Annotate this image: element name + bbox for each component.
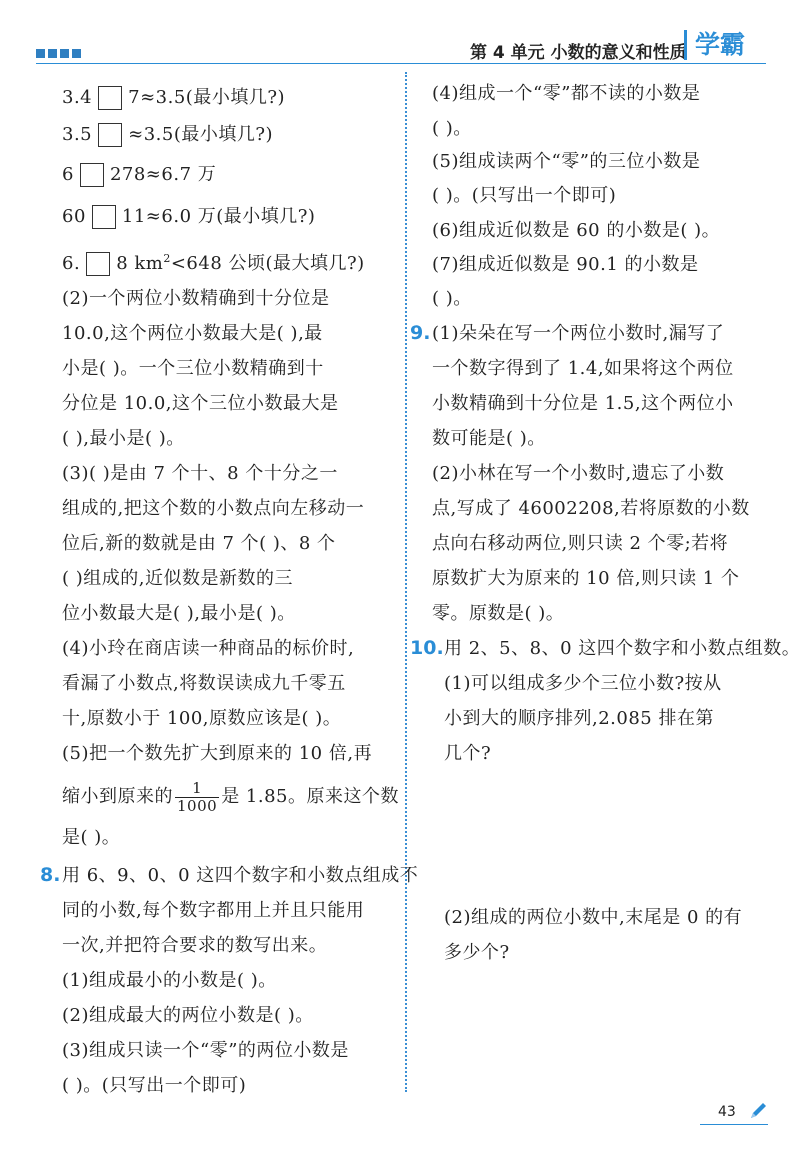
answer-box[interactable] <box>80 163 104 187</box>
question-text: ( )。(只写出一个即可) <box>432 185 617 206</box>
header-rule <box>36 63 766 64</box>
question-text: 10.0,这个两位小数最大是( ),最 <box>62 323 323 344</box>
fraction-line: 缩小到原来的 $\frac{1}{1000}$ 是 1.85。原来这个数 <box>62 778 399 815</box>
pencil-icon <box>747 1100 769 1122</box>
page-header <box>0 0 800 70</box>
question-text: (6)组成近似数是 60 的小数是( )。 <box>432 220 721 241</box>
question-text: (2)组成的两位小数中,末尾是 0 的有 <box>444 907 743 928</box>
fraction: $\frac{1}{1000}$ <box>177 778 218 815</box>
question-text: ( )。(只写出一个即可) <box>62 1075 247 1096</box>
question-text: 一次,并把符合要求的数写出来。 <box>62 935 328 956</box>
unit-title: 第 4 单元 小数的意义和性质 <box>470 43 687 63</box>
question-text: 小是( )。一个三位小数精确到十 <box>62 358 324 379</box>
question-text: (7)组成近似数是 90.1 的小数是 <box>432 254 699 275</box>
page-number: 43 <box>718 1104 736 1120</box>
fill-box-line-4: 60 11≈6.0 万(最小填几?) <box>62 206 316 227</box>
question-text: (5)组成读两个“零”的三位小数是 <box>432 151 701 172</box>
question-text: 十,原数小于 100,原数应该是( )。 <box>62 708 342 729</box>
answer-box[interactable] <box>98 86 122 110</box>
question-text: 用 6、9、0、0 这四个数字和小数点组成不 <box>62 865 419 886</box>
answer-box[interactable] <box>86 252 110 276</box>
fill-box-line-1: 3.4 7≈3.5(最小填几?) <box>62 87 285 108</box>
question-text: ( )。 <box>432 288 472 309</box>
question-number-10: 10. <box>410 637 444 659</box>
question-text: (3)( )是由 7 个十、8 个十分之一 <box>62 463 338 484</box>
question-text: (3)组成只读一个“零”的两位小数是 <box>62 1040 349 1061</box>
question-text: ( )组成的,近似数是新数的三 <box>62 568 293 589</box>
question-text: (5)把一个数先扩大到原来的 10 倍,再 <box>62 743 373 764</box>
footer-rule <box>700 1124 768 1125</box>
column-divider <box>405 72 407 1092</box>
question-number-9: 9. <box>410 322 431 344</box>
question-text: ( ),最小是( )。 <box>62 428 185 449</box>
question-text: 同的小数,每个数字都用上并且只能用 <box>62 900 365 921</box>
question-text: 零。原数是( )。 <box>432 603 565 624</box>
question-text: 点,写成了 46002208,若将原数的小数 <box>432 498 750 519</box>
question-text: (1)可以组成多少个三位小数?按从 <box>444 673 722 694</box>
question-text: (2)组成最大的两位小数是( )。 <box>62 1005 314 1026</box>
question-text: 用 2、5、8、0 这四个数字和小数点组数。 <box>444 638 800 659</box>
brand-logo: 学霸 <box>684 30 745 60</box>
fill-box-line-3: 6 278≈6.7 万 <box>62 164 217 185</box>
answer-box[interactable] <box>92 205 116 229</box>
question-text: (1)朵朵在写一个两位小数时,漏写了 <box>432 323 725 344</box>
header-decoration <box>36 49 81 58</box>
fill-box-line-2: 3.5 ≈3.5(最小填几?) <box>62 124 274 145</box>
question-text: 小数精确到十分位是 1.5,这个两位小 <box>432 393 734 414</box>
question-text: (4)小玲在商店读一种商品的标价时, <box>62 638 355 659</box>
question-text: 位小数最大是( ),最小是( )。 <box>62 603 296 624</box>
question-text: (2)小林在写一个小数时,遗忘了小数 <box>432 463 725 484</box>
question-text: 位后,新的数就是由 7 个( )、8 个 <box>62 533 336 554</box>
question-text: (1)组成最小的小数是( )。 <box>62 970 277 991</box>
question-text: 看漏了小数点,将数误读成九千零五 <box>62 673 346 694</box>
question-text: 点向右移动两位,则只读 2 个零;若将 <box>432 533 729 554</box>
question-text: ( )。 <box>432 118 472 139</box>
question-text: 多少个? <box>444 942 510 963</box>
question-text: 小到大的顺序排列,2.085 排在第 <box>444 708 714 729</box>
question-text: 分位是 10.0,这个三位小数最大是 <box>62 393 339 414</box>
question-text: (4)组成一个“零”都不读的小数是 <box>432 83 701 104</box>
question-text: (2)一个两位小数精确到十分位是 <box>62 288 330 309</box>
question-text: 原数扩大为原来的 10 倍,则只读 1 个 <box>432 568 740 589</box>
question-text: 一个数字得到了 1.4,如果将这个两位 <box>432 358 734 379</box>
question-text: 数可能是( )。 <box>432 428 546 449</box>
question-text: 组成的,把这个数的小数点向左移动一 <box>62 498 365 519</box>
fill-box-line-5: 6. 8 $km^2<648$ 公顷(最大填几?) <box>62 252 365 274</box>
question-text: 是( )。 <box>62 827 121 848</box>
question-number-8: 8. <box>40 864 61 886</box>
answer-box[interactable] <box>98 123 122 147</box>
question-text: 几个? <box>444 743 492 764</box>
